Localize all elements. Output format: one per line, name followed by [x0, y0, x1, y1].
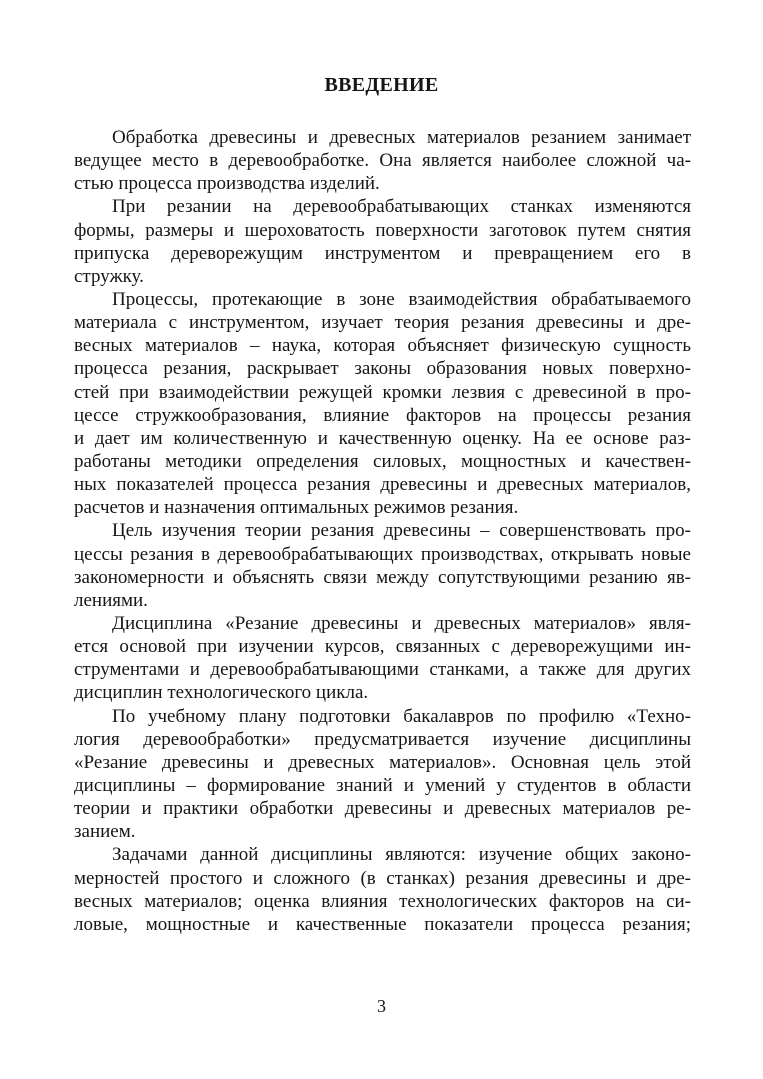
paragraph: [74, 612, 691, 705]
text-line: Задачами данной дисциплины являются: изучение общих законо-: [112, 844, 691, 866]
text-line: весных материалов; оценка влияния технологических факторов на си-: [74, 890, 691, 912]
text-line: мерностей простого и сложного (в станках) резания древесины и дре-: [74, 867, 691, 889]
paragraph: [74, 195, 691, 288]
text-line: припуска дереворежущим инструментом и превращением его в: [74, 242, 691, 264]
text-line: Цель изучения теории резания древесины – совершенствовать про-: [112, 520, 691, 542]
text-line: По учебному плану подготовки бакалавров по профилю «Техно-: [112, 705, 691, 727]
text-line: логия деревообработки» предусматривается изучение дисциплины: [74, 728, 691, 750]
text-line: стей при взаимодействии режущей кромки лезвия с древесиной в про-: [74, 381, 691, 403]
text-line: стью процесса производства изделий.: [74, 173, 380, 195]
text-line: дисциплины – формирование знаний и умений у студентов в области: [74, 774, 691, 796]
text-line: струментами и деревообрабатывающими станками, а также для других: [74, 659, 691, 681]
text-line: ных показателей процесса резания древесины и древесных материалов,: [74, 474, 691, 496]
text-line: занием.: [74, 821, 136, 843]
text-line: ведущее место в деревообработке. Она является наиболее сложной ча-: [74, 150, 691, 172]
text-line: стружку.: [74, 265, 144, 287]
paragraph: [74, 288, 691, 519]
paragraph: [74, 843, 691, 936]
paragraph: [74, 519, 691, 612]
text-line: При резании на деревообрабатывающих станках изменяются: [112, 196, 691, 218]
text-line: весных материалов – наука, которая объясняет физическую сущность: [74, 335, 691, 357]
text-line: процесса резания, раскрывает законы образования новых поверхно-: [74, 358, 691, 380]
text-line: Процессы, протекающие в зоне взаимодействия обрабатываемого: [112, 288, 691, 310]
text-line: расчетов и назначения оптимальных режимов резания.: [74, 497, 519, 519]
text-line: материала с инструментом, изучает теория резания древесины и дре-: [74, 312, 691, 334]
text-line: работаны методики определения силовых, мощностных и качествен-: [74, 450, 691, 472]
text-line: Обработка древесины и древесных материалов резанием занимает: [112, 127, 691, 148]
text-line: и дает им количественную и качественную оценку. На ее основе раз-: [74, 427, 691, 449]
page-title: ВВЕДЕНИЕ: [324, 74, 439, 96]
text-line: теории и практики обработки древесины и древесных материалов ре-: [74, 798, 691, 820]
text-line: «Резание древесины и древесных материалов». Основная цель этой: [74, 751, 691, 773]
paragraph: [74, 126, 691, 195]
text-line: лениями.: [74, 589, 148, 611]
text-line: дисциплин технологического цикла.: [74, 682, 369, 704]
paragraph: [74, 705, 691, 844]
text-line: закономерности и объяснять связи между сопутствующими резанию яв-: [74, 566, 691, 588]
text-line: цессы резания в деревообрабатывающих производствах, открывать новые: [74, 543, 691, 565]
text-line: ется основой при изучении курсов, связанных с дереворежущими ин-: [74, 636, 691, 658]
text-line: Дисциплина «Резание древесины и древесных материалов» явля-: [112, 612, 691, 634]
body-text: [74, 126, 691, 936]
page-number: 3: [377, 996, 386, 1016]
text-line: формы, размеры и шероховатость поверхности заготовок путем снятия: [74, 219, 691, 241]
text-line: ловые, мощностные и качественные показатели процесса резания;: [74, 913, 691, 935]
text-line: цессе стружкообразования, влияние факторов на процессы резания: [74, 404, 691, 426]
